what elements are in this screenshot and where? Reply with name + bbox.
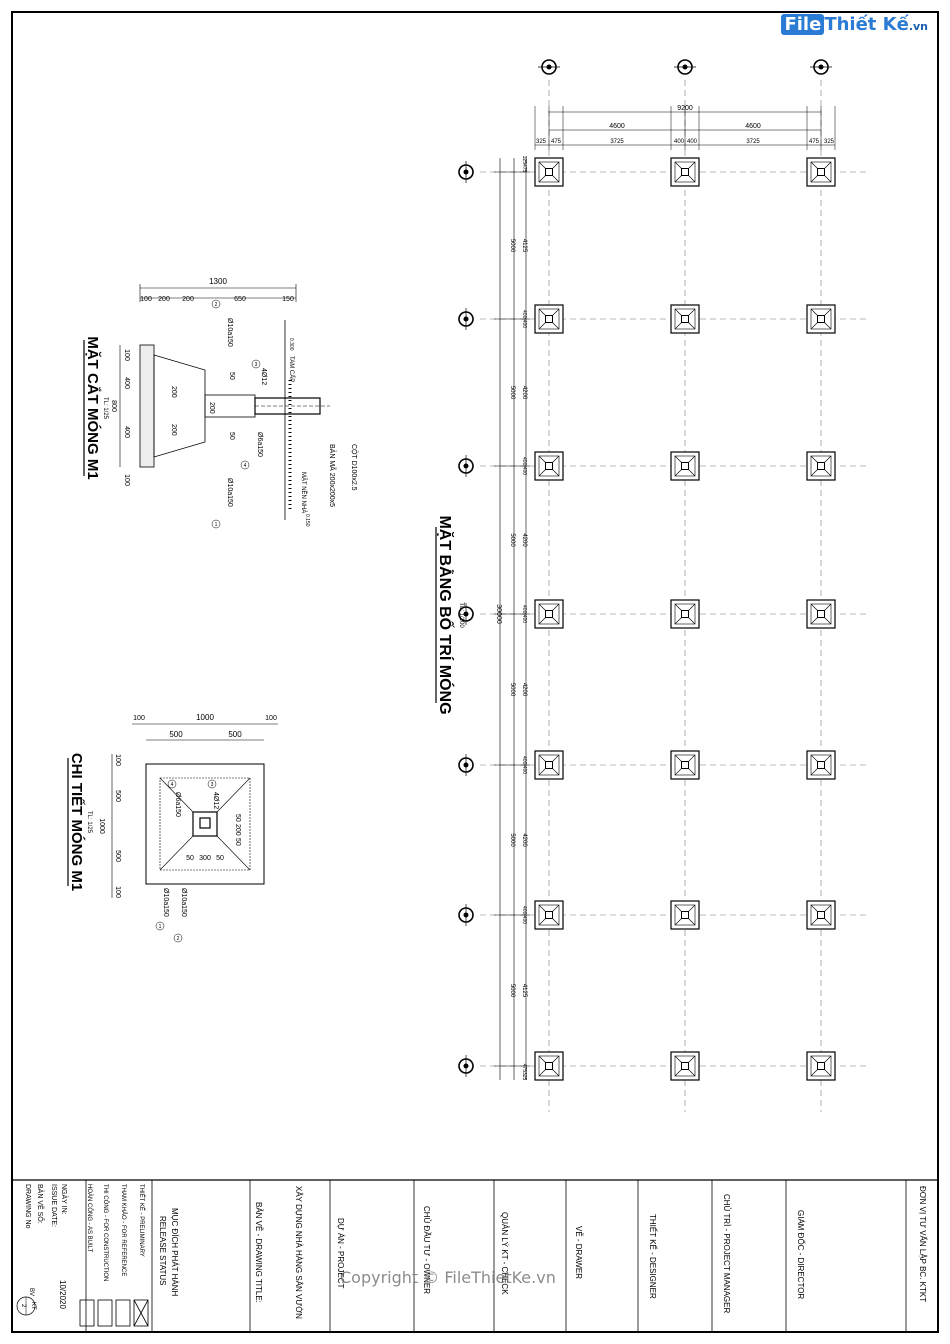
tb-status-checkbox[interactable] [98,1300,112,1326]
plan-dim-detail: 3725 [746,139,760,145]
plan-dim-detail: 325 [535,139,547,145]
tb-designer: THIẾT KẾ - DESIGNER [648,1214,657,1299]
section-label-lvtop: 0.300 [288,338,294,351]
tb-drawno2: DRAWING No [24,1184,31,1229]
detail-dim-top: 100 [265,715,277,722]
tb-project: XÂY DỰNG NHÀ HÀNG SÂN VƯỜN [294,1186,303,1319]
detail-vdim: 100 [114,754,121,766]
plan-dim-small: 400|400 [521,906,527,924]
plan-dim-edge: 475325 [521,1063,527,1081]
section-vdim: 100 [123,349,130,361]
plan-dim-inner: 4200 [521,533,527,547]
detail-inner-dim: 200 [234,824,241,836]
section-vdim: 400 [123,377,130,389]
detail-vdim: 500 [114,790,121,802]
section-footing-haunch [154,355,205,457]
detail-dim-top2: 500 [228,730,242,739]
section-dim-part: 200 [158,296,170,303]
section-footing-slab [140,345,154,467]
plan-column [546,912,553,919]
detail-column [200,818,210,828]
detail-marker: 2 [176,936,180,942]
section-inner-dim: 50 [228,432,235,440]
detail-inner-dim: 50 [234,814,241,822]
section-vdim: 800 [110,400,117,412]
section-label-cot: CỘT D100x2.5 [350,444,357,491]
section-label-tamcap: TAM CẤP [288,356,294,383]
plan-column [818,912,825,919]
detail-scale: TL: 1/25 [86,810,92,834]
section-inner-dim: 50 [228,372,235,380]
detail-dim-top2: 500 [169,730,183,739]
foundation-plan [459,60,868,1112]
copyright-watermark: Copyright © FileThietKe.vn [340,1268,556,1287]
section-inner-dim: 200 [170,424,177,436]
detail-inner-dim: 50 [216,855,224,862]
tb-drawno-top: KT [30,1302,36,1310]
tb-issue2: ISSUE DATE: [50,1184,57,1228]
section-label-banma: BẢN MÃ 200x200x5 [328,444,335,508]
watermark-file: File [781,14,824,35]
plan-dim-inner: 4125 [521,983,527,998]
plan-column [818,316,825,323]
plan-dim-total: 9200 [677,105,693,112]
plan-column [818,463,825,470]
tb-drawer: VẼ - DRAWER [574,1226,583,1280]
detail-diagonal [160,836,193,870]
tb-status: HOÀN CÔNG - AS BUILT [86,1184,92,1253]
section-dim-part: 100 [140,296,152,303]
section-label-rebar3: 4Ø12 [260,368,267,386]
detail-dim-top: 100 [133,715,145,722]
plan-dim-detail: 475 [550,139,562,145]
plan-dim-bay: 4600 [745,123,761,130]
tb-release1: MỤC ĐÍCH PHÁT HÀNH [170,1208,179,1297]
detail-title: CHI TIẾT MÓNG M1 [68,752,85,892]
detail-pedestal [193,812,217,836]
section-label-rebar1: Ø10a150 [226,478,233,507]
plan-column [682,463,689,470]
detail-marker: 1 [158,924,162,930]
plan-dim-bay: 4600 [609,123,625,130]
detail-label-r4: Ø6a150 [174,792,181,817]
tb-pm: CHỦ TRÌ - PROJECT MANAGER [722,1194,731,1314]
plan-dim-inner: 4125 [521,238,527,253]
section-label-matnen: MẶT NỀN NHÀ [300,472,306,514]
tb-drawno-bot: 2 [20,1304,26,1308]
section-label-rebar4: Ø6a150 [256,432,263,457]
plan-dim-spacing: 5000 [509,983,515,998]
section-inner-dim: 200 [208,402,215,414]
plan-dim-edge: 325475 [521,155,527,173]
plan-title: MẶT BẰNG BỐ TRÍ MÓNG [436,515,453,715]
section-marker: 2 [214,302,218,308]
tb-status-checkbox[interactable] [80,1300,94,1326]
plan-dim-spacing: 5000 [509,385,515,400]
plan-dim-spacing: 5000 [509,682,515,697]
plan-column [818,1063,825,1070]
plan-column [818,169,825,176]
plan-dim-inner: 4200 [521,833,527,847]
plan-title-group [436,515,464,714]
tb-company: ĐƠN VỊ TƯ VẤN LẬP BC. KTKT [918,1186,927,1303]
plan-dim-total: 30000 [495,604,502,624]
plan-column [546,611,553,618]
tb-status: THIẾT KẾ - PRELIMINARY [138,1184,144,1257]
title-block [12,1180,938,1332]
plan-dim-spacing: 5000 [509,238,515,253]
tb-drawno-prefix: BV [28,1288,34,1297]
plan-dim-small: 400|400 [521,605,527,623]
tb-drawing-title: BẢN VẼ - DRAWING TITLE: [254,1202,263,1303]
tb-release2: RELEASE STATUS [158,1216,167,1286]
plan-dim-detail: 475 [808,139,820,145]
detail-title-group [68,753,92,891]
detail-label-r3: 4Ø12 [212,792,219,810]
watermark-main: Thiết Kế [824,14,909,35]
plan-dim-inner: 4200 [521,682,527,697]
tb-owner: CHỦ ĐẦU TƯ - OWNER [422,1206,431,1295]
section-dim-part: 150 [282,296,294,303]
plan-dim-small: 400|400 [521,310,527,328]
detail-inner-dim: 50 [234,838,241,846]
plan-dim-small: 400|400 [521,756,527,774]
detail-inner-dim: 50 [186,855,194,862]
tb-issue-date: 10/2020 [58,1280,67,1309]
section-marker: 4 [243,463,247,469]
plan-column [818,611,825,618]
tb-project-label: DỰ ÁN - PROJECT [336,1218,345,1289]
tb-status-checkbox[interactable] [116,1300,130,1326]
detail-vdim: 500 [114,850,121,862]
plan-column [682,762,689,769]
section-vdim: 100 [123,474,130,486]
detail-inner-dim: 300 [199,855,211,862]
tb-director: GIÁM ĐỐC - DIRECTOR [796,1210,805,1300]
plan-scale: TL: 1/100 [458,602,464,628]
plan-column [546,316,553,323]
section-label-lvbot: 0.150 [304,514,310,527]
tb-status: THAM KHẢO - FOR REFERENCE [120,1184,126,1277]
watermark-logo [781,14,928,35]
plan-dim-spacing: 5000 [509,833,515,847]
plan-column [682,316,689,323]
plan-dim-detail: 3725 [610,139,624,145]
plan-dim-small: 400|400 [521,457,527,475]
detail-label-r1: Ø10a150 [162,888,169,917]
plan-column [682,169,689,176]
detail-vdim: 1000 [98,818,105,834]
plan-dim-inner: 4200 [521,385,527,400]
detail-marker: 3 [210,782,214,788]
tb-check: QUẢN LÝ KT - CHECK [500,1212,509,1295]
tb-drawno1: BẢN VẼ SỐ: [36,1184,43,1224]
plan-column [818,762,825,769]
tb-issue1: NGÀY IN: [60,1184,67,1215]
section-dim-total: 1300 [209,277,227,286]
detail-diagonal [217,836,250,870]
plan-column [546,762,553,769]
section-m1 [110,277,359,528]
section-marker: 1 [214,522,218,528]
detail-vdim: 100 [114,886,121,898]
detail-label-r2: Ø10a150 [180,888,187,917]
plan-column [546,1063,553,1070]
tb-status: THI CÔNG - FOR CONSTRUCTION [102,1184,108,1282]
section-marker: 3 [254,362,258,368]
plan-dim-spacing: 5000 [509,533,515,547]
plan-dim-detail: 400 [673,139,685,145]
section-scale: TL: 1/25 [102,396,108,420]
section-dim-part: 200 [182,296,194,303]
section-label-rebar2: Ø10a150 [226,318,233,347]
detail-m1 [98,713,278,942]
detail-dim-top: 1000 [196,713,214,722]
watermark-domain: .vn [908,20,928,33]
plan-column [546,463,553,470]
plan-dim-detail: 400 [686,139,698,145]
section-inner-dim: 200 [170,386,177,398]
section-dim-part: 650 [234,296,246,303]
sheet-border [12,12,938,1332]
section-title: MẶT CẮT MÓNG M1 [84,336,101,480]
detail-marker: 4 [170,782,174,788]
plan-column [546,169,553,176]
plan-dim-detail: 325 [823,139,835,145]
section-title-group [84,336,108,479]
plan-column [682,611,689,618]
plan-column [682,1063,689,1070]
plan-column [682,912,689,919]
detail-diagonal [217,778,250,812]
section-vdim: 400 [123,426,130,438]
